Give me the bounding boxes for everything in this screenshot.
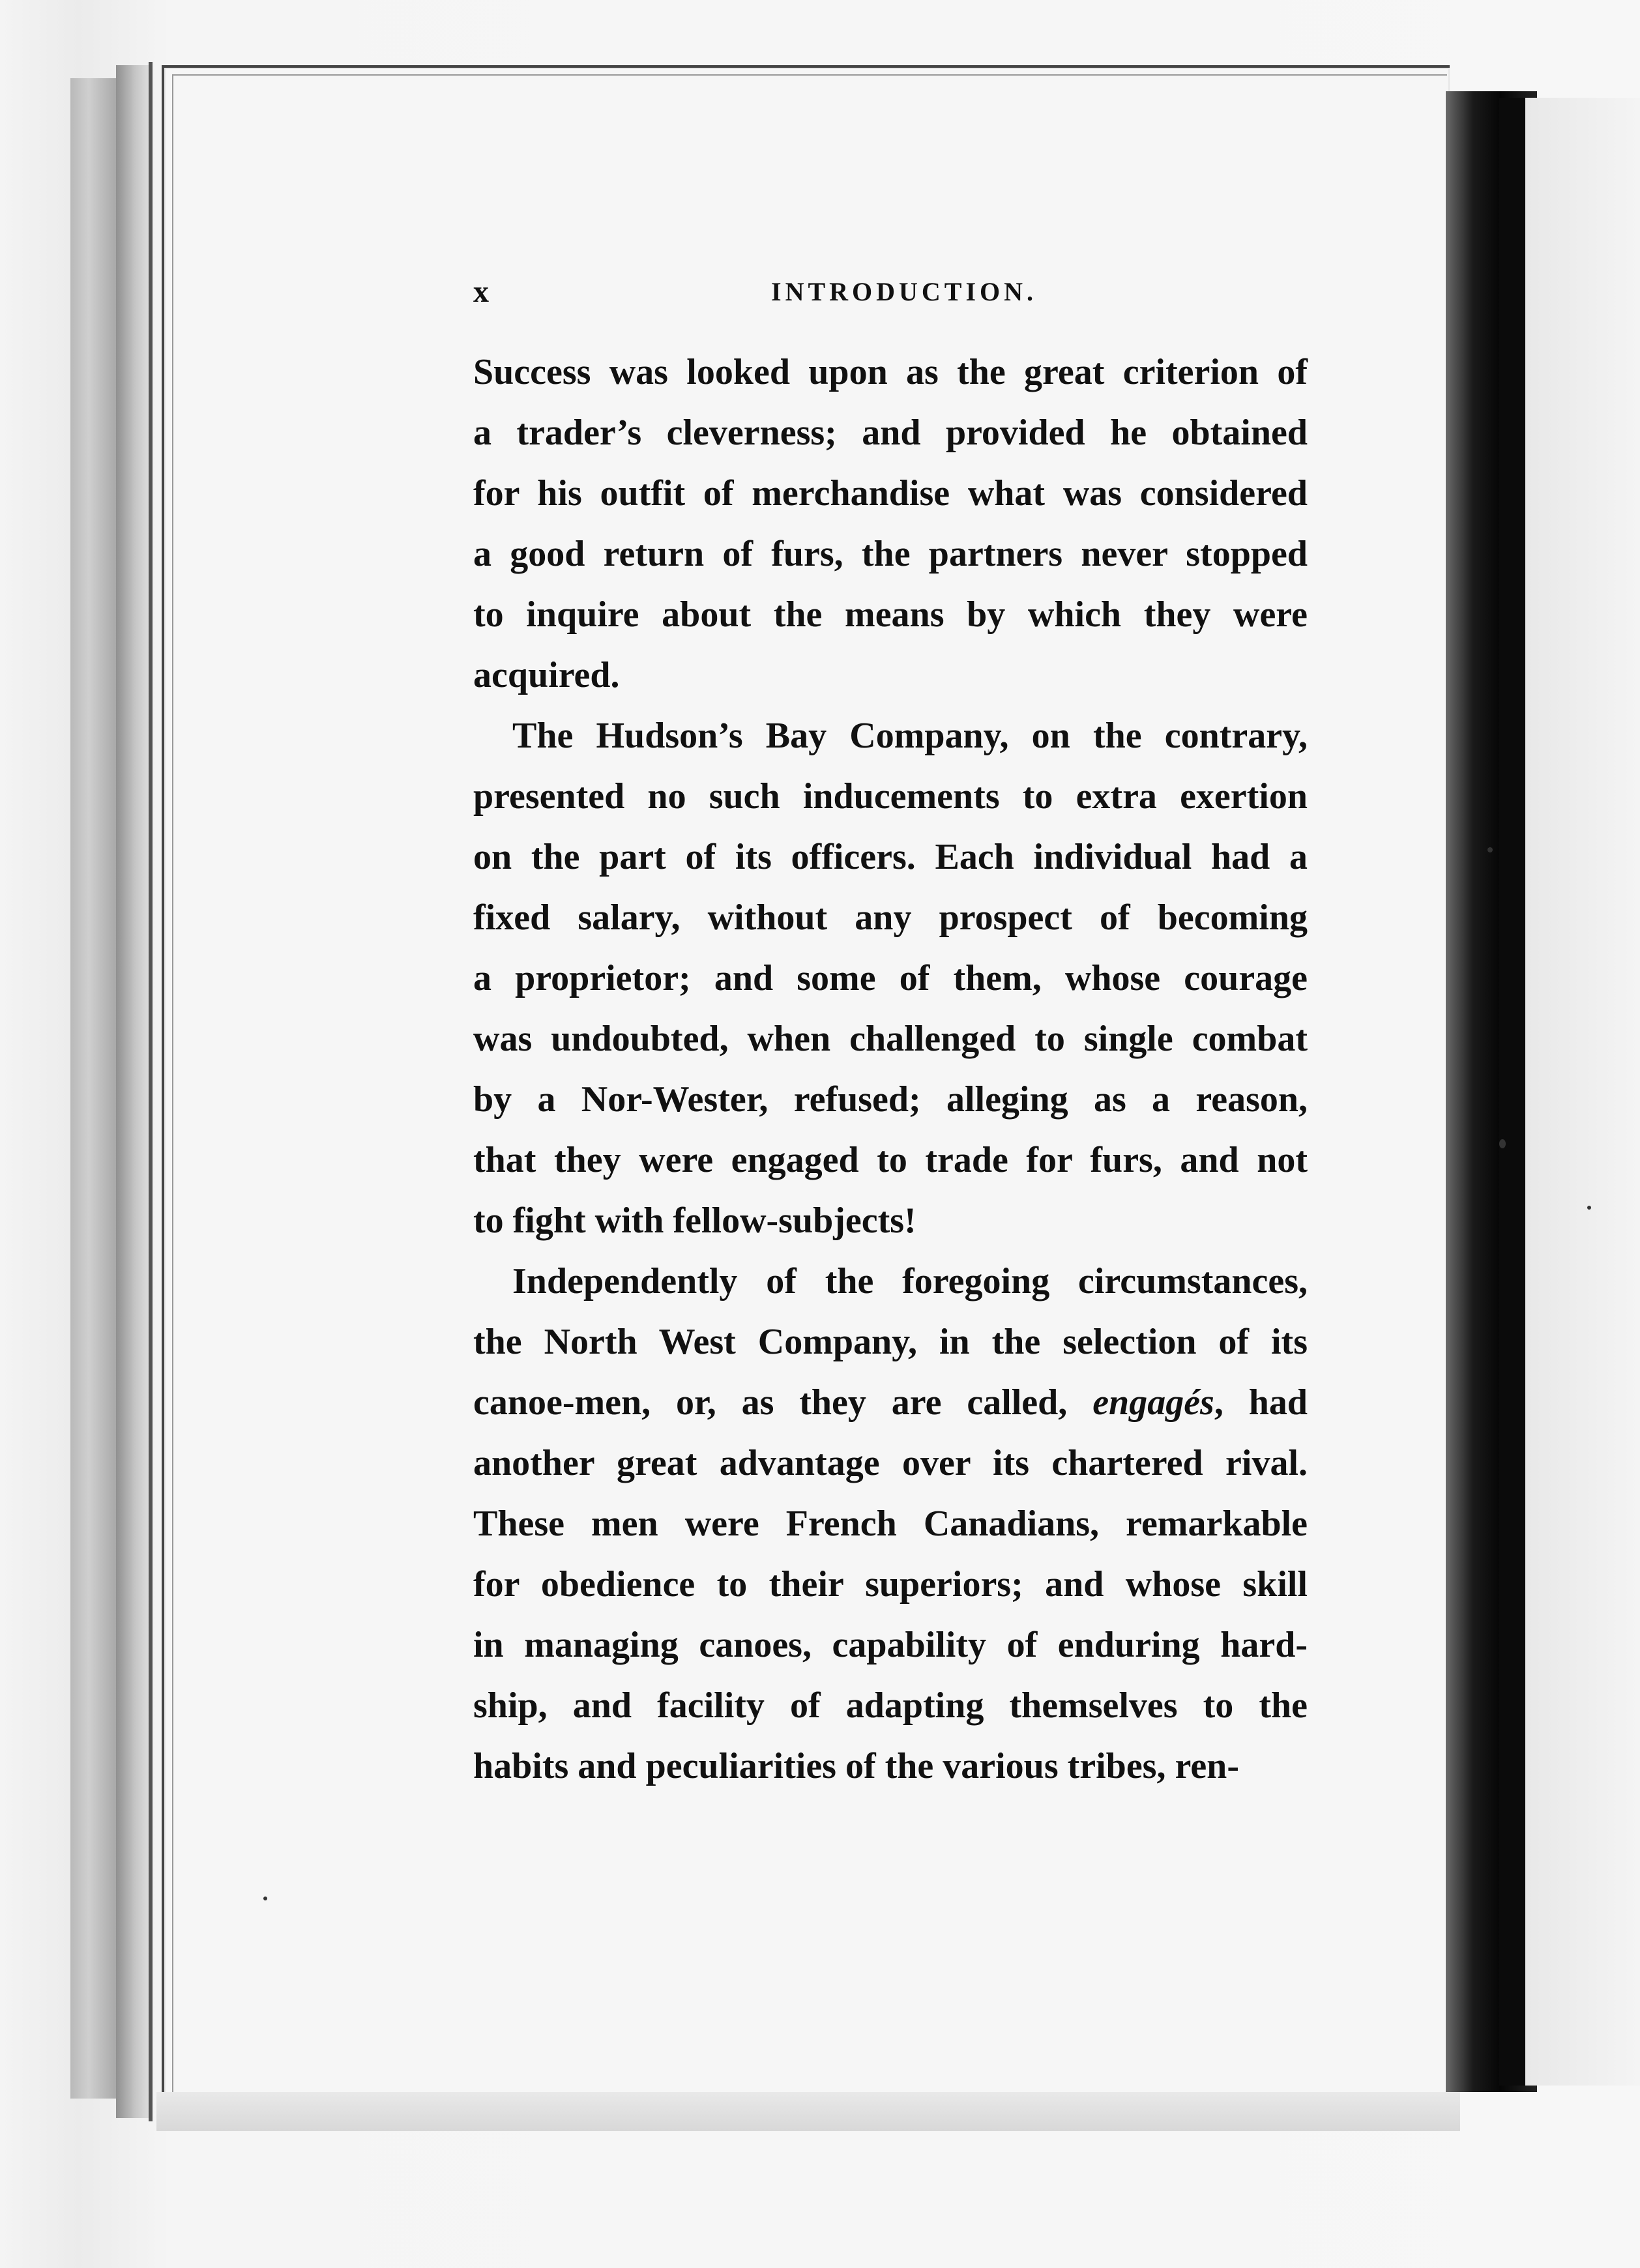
paragraph [473, 706, 1308, 1251]
text-line: for his outfit of merchandise what was considered [473, 473, 1308, 514]
text-line: Success was looked upon as the great criterion of [473, 352, 1308, 392]
speck [1487, 847, 1493, 852]
speck [1587, 1206, 1591, 1210]
text-line: canoe-men, or, as they are called, engagés, had [473, 1382, 1308, 1423]
text-line: for obedience to their superiors; and whose skill [473, 1564, 1308, 1605]
body-text [473, 342, 1308, 1797]
text-line: to inquire about the means by which they were [473, 594, 1308, 635]
text-line: ship, and facility of adapting themselves to the [473, 1685, 1308, 1726]
running-head-title: INTRODUCTION. [771, 277, 1038, 306]
text-line: a trader’s cleverness; and provided he obtained [473, 413, 1308, 453]
paragraph [473, 342, 1308, 706]
binding-line [149, 62, 153, 2121]
text-line: that they were engaged to trade for furs, and not [473, 1140, 1308, 1180]
paragraph [473, 1251, 1308, 1797]
text-line: in managing canoes, capability of enduring hard- [473, 1625, 1308, 1665]
text-line: Independently of the foregoing circumstances, [512, 1261, 1308, 1301]
page-bottom-fold [156, 2092, 1460, 2131]
speck [263, 1897, 267, 1900]
facing-page [1525, 98, 1640, 2086]
text-line: another great advantage over its chartered rival. [473, 1443, 1308, 1483]
text-line: The Hudson’s Bay Company, on the contrary, [512, 716, 1308, 756]
facing-page-edge [1499, 98, 1525, 2086]
text-line: the North West Company, in the selection of its [473, 1322, 1308, 1362]
binding-shadow [116, 65, 149, 2118]
page-number: x [473, 274, 489, 309]
text-line: on the part of its officers. Each individual had a [473, 837, 1308, 877]
text-line: a proprietor; and some of them, whose courage [473, 958, 1308, 998]
text-line: These men were French Canadians, remarkable [473, 1504, 1308, 1544]
running-head [473, 274, 1308, 319]
speck [1499, 1139, 1506, 1148]
binding-edge [70, 78, 116, 2099]
text-line: presented no such inducements to extra exertion [473, 776, 1308, 817]
text-line: acquired. [473, 655, 620, 695]
text-line: fixed salary, without any prospect of becoming [473, 897, 1308, 938]
text-line: was undoubted, when challenged to single combat [473, 1019, 1308, 1059]
text-line: a good return of furs, the partners never stopped [473, 534, 1308, 574]
text-line: by a Nor-Wester, refused; alleging as a reason, [473, 1079, 1308, 1120]
italic-term: engagés [1092, 1382, 1214, 1423]
text-line: to fight with fellow-subjects! [473, 1200, 916, 1241]
text-line: habits and peculiarities of the various tribes, ren- [473, 1746, 1239, 1786]
